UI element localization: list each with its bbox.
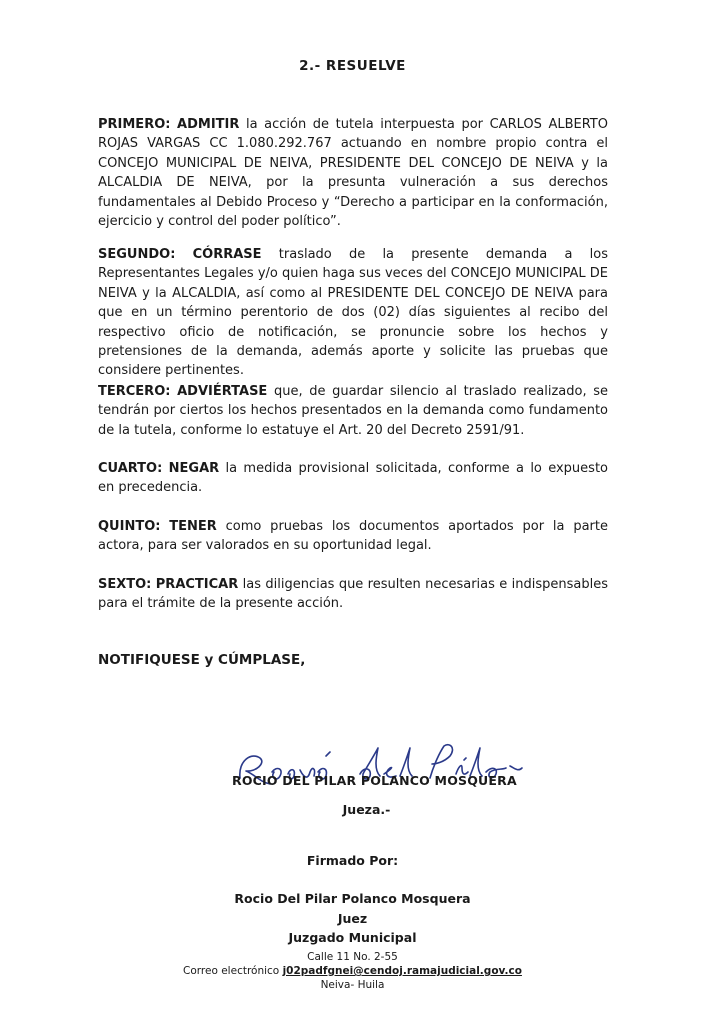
resolution-paragraph-primero [98,115,608,231]
signer-role [0,802,705,817]
paragraph-label: CUARTO: [98,461,163,476]
paragraph-label: SEXTO: [98,577,152,592]
closing-formula: NOTIFIQUESE y CÚMPLASE, [98,652,306,668]
signed-by-label: Firmado Por: [306,853,399,868]
footer-email-label: Correo electrónico [183,965,280,977]
paragraph-text: que, de guardar silencio al traslado realizado, se tendrán por ciertos los hechos presentados en la demanda como fundamento de la tutela, conforme lo estatuye el Art. 20 del Decreto 2591/91. [98,384,609,438]
signer-printed-name: ROCIO DEL PILAR POLANCO MOSQUERA [232,773,517,788]
handwritten-signature [230,738,530,798]
footer-email-link[interactable]: j02padfgnei@cendoj.ramajudicial.gov.co [282,965,522,977]
section-heading: 2.- RESUELVE [299,58,406,74]
paragraph-label: TERCERO: [98,384,171,399]
signature-scribble [230,738,530,798]
footer-signer-role: Juez [337,911,368,926]
resolution-paragraph-sexto [98,575,608,614]
paragraph-text: la acción de tutela interpuesta por CARLOS ALBERTO ROJAS VARGAS CC 1.080.292.767 actuando en nombre propio contra el CONCEJO MUNICIPAL DE NEIVA, PRESIDENTE DEL CONCEJO DE NEIVA y la ALCALDIA DE NEIVA, por la presunta vulneración a sus derechos fundamentales al Debido Proceso y “Derecho a participar en la conformación, ejercicio y control del poder político”. [98,117,608,230]
paragraph-verb: ADMITIR [177,117,240,132]
footer-city: Neiva- Huila [320,979,385,991]
footer-address: Calle 11 No. 2-55 [307,951,398,963]
paragraph-verb: NEGAR [168,461,220,476]
paragraph-text: la medida provisional solicitada, conforme a lo expuesto en precedencia. [98,461,608,496]
paragraph-text: traslado de la presente demanda a los Representantes Legales y/o quien haga sus veces del CONCEJO MUNICIPAL DE NEIVA y la ALCALDIA, así como al PRESIDENTE DEL CONCEJO DE NEIVA para que en un término perentorio de dos (02) días siguientes al recibo del respectivo oficio de notificación, se pronuncie sobre los hechos y pretensiones de la demanda, además aporte y solicite las pruebas que considere pertinentes. [98,247,608,379]
paragraph-text: como pruebas los documentos aportados por la parte actora, para ser valorados en su oportunidad legal. [98,519,608,554]
resolution-paragraph-segundo [98,245,608,381]
paragraph-label: PRIMERO: [98,117,171,132]
paragraph-verb: PRACTICAR [155,577,239,592]
paragraph-verb: CÓRRASE [192,247,262,262]
resolution-paragraph-tercero [98,382,608,440]
resolution-paragraph-cuarto [98,459,608,498]
signer-role-text: Jueza.- [342,802,391,817]
resolution-paragraph-quinto [98,517,608,556]
footer-email-line [0,965,705,977]
footer-signer-name: Rocio Del Pilar Polanco Mosquera [234,891,471,906]
paragraph-label: QUINTO: [98,519,161,534]
paragraph-text: las diligencias que resulten necesarias e indispensables para el trámite de la presente acción. [98,577,608,612]
paragraph-label: SEGUNDO: [98,247,176,262]
paragraph-verb: TENER [169,519,217,534]
paragraph-verb: ADVIÉRTASE [177,384,268,399]
footer-court-name: Juzgado Municipal [288,930,417,945]
